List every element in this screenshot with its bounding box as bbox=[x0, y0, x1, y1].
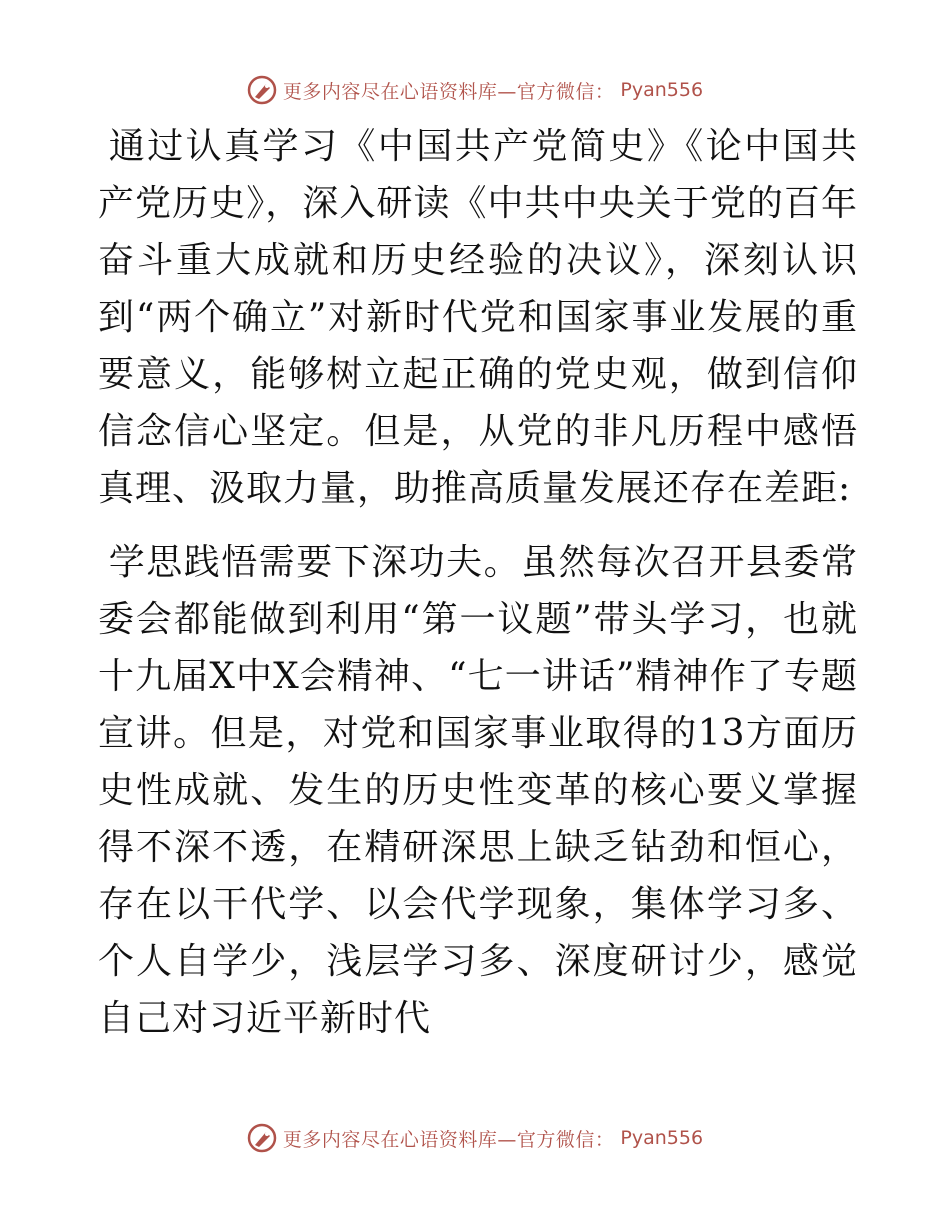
watermark-wechat-id: Pyan556 bbox=[620, 79, 704, 101]
pen-nib-logo-icon bbox=[247, 75, 277, 105]
footer-watermark bbox=[0, 1118, 950, 1158]
header-watermark bbox=[0, 70, 950, 110]
pen-nib-logo-icon bbox=[247, 1123, 277, 1153]
paragraph-2: 学思践悟需要下深功夫。虽然每次召开县委常委会都能做到利用“第一议题”带头学习，也就十九届X中X会精神、“七一讲话”精神作了专题宣讲。但是，对党和国家事业取得的13方面历史性成就、发生的历史性变革的核心要义掌握得不深不透，在精研深思上缺乏钻劲和恒心，存在以干代学、以会代学现象，集体学习多、个人自学少，浅层学习多、深度研讨少，感觉自己对习近平新时代 bbox=[98, 542, 858, 1039]
paragraph-1: 通过认真学习《中国共产党简史》《论中国共产党历史》，深入研读《中共中央关于党的百年奋斗重大成就和历史经验的决议》，深刻认识到“两个确立”对新时代党和国家事业发展的重要意义，能够树立起正确的党史观，做到信仰信念信心坚定。但是，从党的非凡历程中感悟真理、汲取力量，助推高质量发展还存在差距: bbox=[98, 126, 858, 509]
watermark-text: 更多内容尽在心语资料库—官方微信： bbox=[282, 80, 615, 103]
watermark-text: 更多内容尽在心语资料库—官方微信： bbox=[282, 1128, 615, 1151]
document-body bbox=[98, 118, 858, 1047]
watermark-wechat-id: Pyan556 bbox=[620, 1127, 704, 1149]
